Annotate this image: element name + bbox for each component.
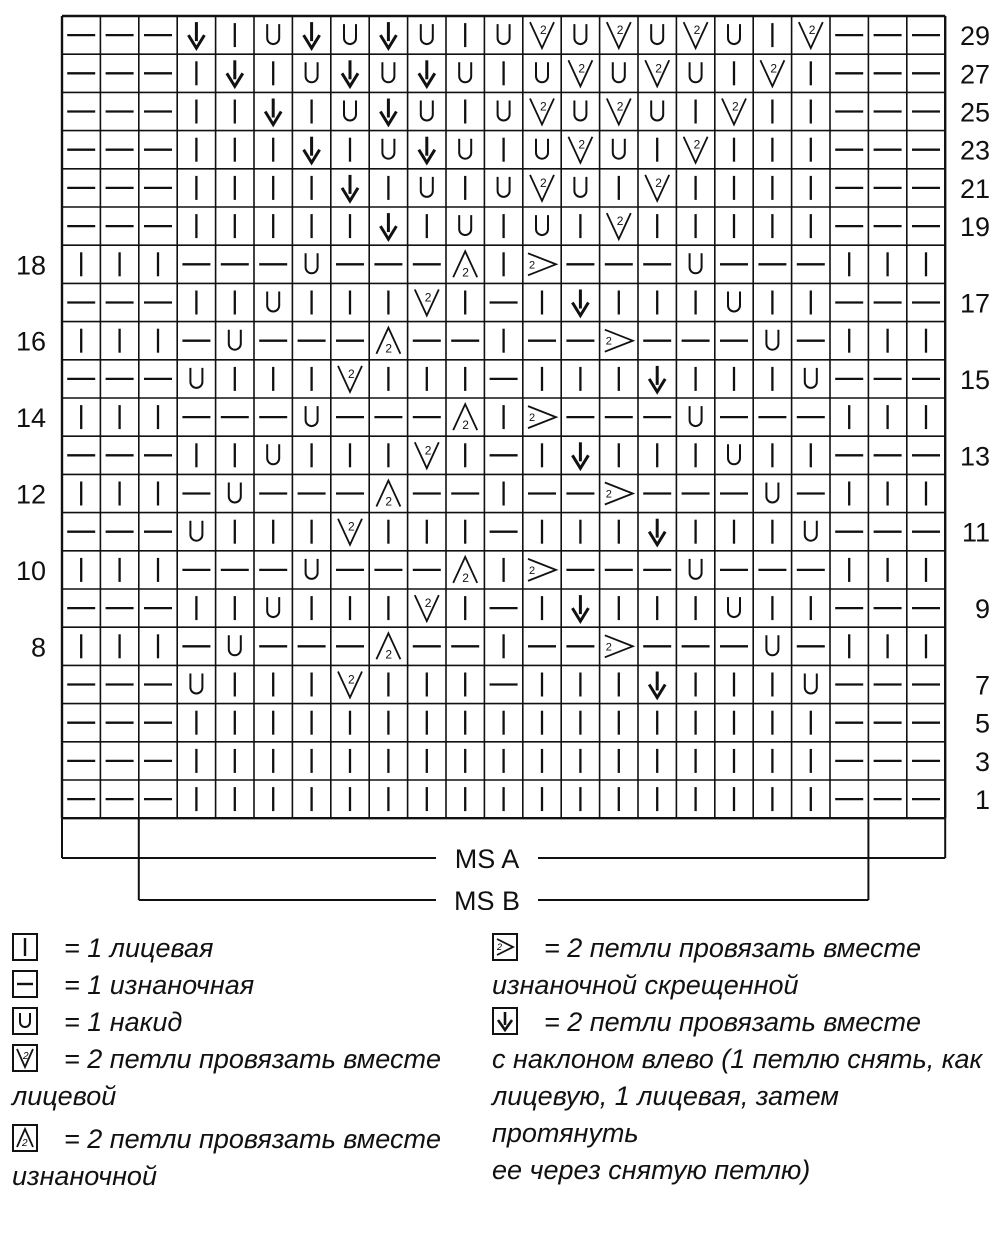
k2tog-digit: 2 [578,61,586,76]
yarn-over-mark [459,62,471,82]
k2tog-digit: 2 [540,175,547,190]
stitch-yo [498,177,510,197]
stitch-p2tb [605,330,633,352]
svg-text:2: 2 [497,942,503,952]
stitch-ssk [304,137,320,163]
stitch-k2t [338,366,362,392]
k2tog-digit: 2 [348,519,355,534]
k2tog-digit: 2 [578,137,586,152]
row-number-13: 13 [959,441,990,472]
yarn-over-mark [805,521,817,541]
stitch-p2t [453,557,477,585]
stitch-yo [651,24,663,44]
yarn-over-mark [690,406,702,426]
stitch-k2t [607,99,631,125]
p2tog-digit: 2 [462,418,469,433]
legend-knit-text: = 1 лицевая [64,933,214,963]
yarn-over-mark [805,674,817,694]
yarn-over-mark [190,521,202,541]
stitch-p2t [376,481,400,509]
ms-brackets [62,818,945,910]
stitch-yo [190,368,202,388]
stitch-yo [306,406,318,426]
ms-a-label: MS A [454,844,520,874]
legend-left [12,930,482,1195]
chart-symbols [67,22,940,811]
legend-ssk-text-4: ее через снятую петлю) [492,1155,811,1185]
yarn-over-mark [498,101,510,121]
yarn-over-mark [613,62,625,82]
p2tog-tbl-digit: 2 [529,259,536,272]
row-number-23: 23 [959,135,990,166]
yarn-over-mark [574,101,586,121]
stitch-yo [651,101,663,121]
yarn-over-mark [651,101,663,121]
legend-item-p2tog-tbl [492,930,992,967]
k2tog-icon [12,1044,38,1072]
stitch-k2t [415,290,439,316]
k2tog-digit: 2 [808,23,816,38]
stitch-k2t [568,137,592,163]
p2tog-digit: 2 [462,265,469,280]
yarn-over-mark [190,674,202,694]
stitch-yo [728,444,740,464]
legend-p2tog-tbl-text-2: изнаночной скрещенной [492,970,799,1000]
stitch-yo [728,292,740,312]
yarn-over-mark [229,330,241,350]
legend-k2tog-text-2: лицевой [12,1081,117,1111]
legend-item-knit [12,930,482,967]
yarn-over-mark [190,368,202,388]
yarn-over-mark [421,177,433,197]
stitch-p2tb [605,635,633,657]
stitch-yo [229,330,241,350]
stitch-yo [306,253,318,273]
row-number-21: 21 [959,173,990,204]
row-number-14: 14 [15,403,46,434]
k2tog-digit: 2 [655,61,662,76]
k2tog-digit: 2 [616,99,624,114]
legend-item-k2tog [12,1041,482,1078]
yarn-over-mark [651,24,663,44]
yarn-over-mark [421,24,433,44]
stitch-ssk [419,60,435,86]
stitch-yo [382,62,394,82]
legend-right [492,930,992,1189]
stitch-yo [382,139,394,159]
stitch-yo [229,483,241,503]
stitch-yo [805,674,817,694]
ms-b-label: MS B [453,886,521,910]
stitch-yo [805,521,817,541]
stitch-k2t [799,22,823,48]
stitch-yo [574,177,586,197]
row-number-18: 18 [15,250,46,281]
p2tog-digit: 2 [385,341,393,356]
stitch-p2tb [528,559,556,581]
stitch-yo [574,24,586,44]
yarn-over-mark [229,635,241,655]
yarn-over-mark [690,253,702,273]
k2tog-digit: 2 [693,137,701,152]
legend-p2tog-text-2: изнаночной [12,1161,157,1191]
yarn-over-mark [728,292,740,312]
stitch-p2tb [605,483,633,505]
p2tog-digit: 2 [385,647,393,662]
stitch-k2t [645,60,669,86]
stitch-ssk [380,22,396,48]
p2tog-tbl-digit: 2 [529,564,536,577]
stitch-yo [574,101,586,121]
stitch-yo [459,215,471,235]
stitch-yo [536,215,548,235]
stitch-yo [421,177,433,197]
row-number-3: 3 [974,746,990,777]
row-number-16: 16 [15,326,46,357]
stitch-yo [190,674,202,694]
stitch-yo [690,253,702,273]
stitch-ssk [649,519,665,545]
stitch-yo [267,444,279,464]
legend-purl-text: = 1 изнаночная [64,970,255,1000]
yarn-over-mark [267,444,279,464]
stitch-ssk [572,595,588,621]
stitch-ssk [304,22,320,48]
stitch-yo [498,24,510,44]
p2tog-tbl-digit: 2 [605,335,612,348]
stitch-yo [498,101,510,121]
yarn-over-mark [382,139,394,159]
stitch-k2t [530,22,554,48]
row-number-19: 19 [959,212,990,243]
row-number-25: 25 [959,97,990,128]
stitch-ssk [342,175,358,201]
legend-item-p2tog [12,1121,482,1158]
row-number-5: 5 [974,708,990,739]
p2tog-tbl-digit: 2 [605,641,612,654]
yarn-over-mark [766,483,778,503]
stitch-yo [766,483,778,503]
k2tog-digit: 2 [540,23,547,38]
stitch-k2t [338,519,362,545]
stitch-yo [459,139,471,159]
stitch-yo [344,101,356,121]
p2tog-digit: 2 [385,494,393,509]
yarn-over-mark [267,597,279,617]
stitch-ssk [265,99,281,125]
stitch-yo [459,62,471,82]
stitch-yo [690,406,702,426]
row-number-9: 9 [974,594,990,625]
stitch-k2t [722,99,746,125]
yarn-over-mark [459,139,471,159]
ssk-arrow-icon [492,1007,518,1035]
yarn-over-mark [306,253,318,273]
stitch-yo [306,62,318,82]
stitch-p2t [376,328,400,356]
yarn-over-mark [728,597,740,617]
row-number-8: 8 [30,632,46,663]
stitch-p2tb [528,253,556,275]
stitch-ssk [572,442,588,468]
stitch-yo [613,62,625,82]
stitch-yo [267,24,279,44]
yarn-over-mark [306,62,318,82]
purl-stitch-icon [12,970,38,998]
yarn-over-mark [267,24,279,44]
yarn-over-mark [690,62,702,82]
yarn-over-mark [267,292,279,312]
stitch-ssk [380,99,396,125]
yarn-over-mark [536,62,548,82]
k2tog-digit: 2 [732,99,739,114]
stitch-yo [690,559,702,579]
k2tog-digit: 2 [540,99,547,114]
row-number-1: 1 [974,785,990,816]
legend-item-purl [12,967,482,1004]
yarn-over-mark [536,215,548,235]
yarn-over-mark [805,368,817,388]
stitch-ssk [649,672,665,698]
k2tog-digit: 2 [348,672,355,687]
legend-p2tog-tbl-text-1: = 2 петли провязать вместе [544,933,921,963]
stitch-k2t [415,442,439,468]
stitch-yo [421,24,433,44]
stitch-yo [805,368,817,388]
stitch-k2t [760,60,784,86]
row-number-27: 27 [959,59,990,90]
yarn-over-mark [574,177,586,197]
yarn-over-mark [766,635,778,655]
yarn-over-mark [613,139,625,159]
legend-item-ssk [492,1004,992,1041]
stitch-k2t [415,595,439,621]
yarn-over-mark [690,559,702,579]
yarn-over-mark [728,24,740,44]
stitch-ssk [342,60,358,86]
p2tog-tbl-digit: 2 [529,412,536,425]
stitch-k2t [645,175,669,201]
legend-item-yo [12,1004,482,1041]
stitch-yo [267,292,279,312]
k2tog-digit: 2 [424,443,432,458]
stitch-yo [536,62,548,82]
k2tog-digit: 2 [616,23,624,38]
stitch-k2t [607,213,631,239]
stitch-k2t [684,22,708,48]
stitch-yo [229,635,241,655]
stitch-yo [306,559,318,579]
stitch-yo [766,635,778,655]
stitch-ssk [227,60,243,86]
legend-ssk-text-1: = 2 петли провязать вместе [544,1007,921,1037]
legend-k2tog-text-1: = 2 петли провязать вместе [64,1044,441,1074]
knit-stitch-icon [12,933,38,961]
row-number-11: 11 [961,517,990,548]
svg-text:2: 2 [22,1138,28,1149]
row-number-10: 10 [15,555,46,586]
stitch-ssk [380,213,396,239]
stitch-yo [766,330,778,350]
yarn-over-icon [12,1007,38,1035]
row-number-15: 15 [959,364,990,395]
stitch-yo [267,597,279,617]
stitch-ssk [419,137,435,163]
legend-ssk-text-3: лицевую, 1 лицевая, затем протянуть [492,1081,839,1148]
stitch-yo [613,139,625,159]
row-number-17: 17 [959,288,990,319]
stitch-yo [421,101,433,121]
stitch-p2t [453,251,477,279]
k2tog-digit: 2 [424,596,432,611]
yarn-over-mark [728,444,740,464]
p2tog-tbl-icon [492,933,518,961]
k2tog-digit: 2 [770,61,778,76]
yarn-over-mark [229,483,241,503]
yarn-over-mark [306,559,318,579]
stitch-k2t [607,22,631,48]
legend-yo-text: = 1 накид [64,1007,183,1037]
yarn-over-mark [766,330,778,350]
k2tog-digit: 2 [693,23,701,38]
yarn-over-mark [382,62,394,82]
yarn-over-mark [498,24,510,44]
stitch-ssk [649,366,665,392]
yarn-over-mark [574,24,586,44]
p2tog-icon [12,1124,38,1152]
stitch-yo [690,62,702,82]
row-number-12: 12 [15,479,46,510]
legend-p2tog-text-1: = 2 петли провязать вместе [64,1124,441,1154]
yarn-over-mark [421,101,433,121]
k2tog-digit: 2 [616,214,624,229]
stitch-ssk [188,22,204,48]
yarn-over-mark [344,24,356,44]
k2tog-digit: 2 [424,290,432,305]
row-number-7: 7 [974,670,990,701]
legend-ssk-text-2: с наклоном влево (1 петлю снять, как [492,1044,983,1074]
yarn-over-mark [498,177,510,197]
stitch-yo [190,521,202,541]
svg-text:2: 2 [23,1051,29,1062]
row-number-29: 29 [959,21,990,52]
stitch-ssk [572,290,588,316]
stitch-yo [344,24,356,44]
stitch-p2t [376,633,400,661]
yarn-over-mark [459,215,471,235]
k2tog-digit: 2 [348,366,355,381]
stitch-p2tb [528,406,556,428]
p2tog-tbl-digit: 2 [605,488,612,501]
p2tog-digit: 2 [462,570,469,585]
yarn-over-mark [344,101,356,121]
stitch-yo [728,597,740,617]
yarn-over-mark [536,139,548,159]
stitch-k2t [338,672,362,698]
stitch-p2t [453,404,477,432]
stitch-k2t [530,175,554,201]
stitch-yo [536,139,548,159]
k2tog-digit: 2 [655,175,662,190]
yarn-over-mark [306,406,318,426]
stitch-yo [728,24,740,44]
stitch-k2t [568,60,592,86]
stitch-k2t [684,137,708,163]
stitch-k2t [530,99,554,125]
